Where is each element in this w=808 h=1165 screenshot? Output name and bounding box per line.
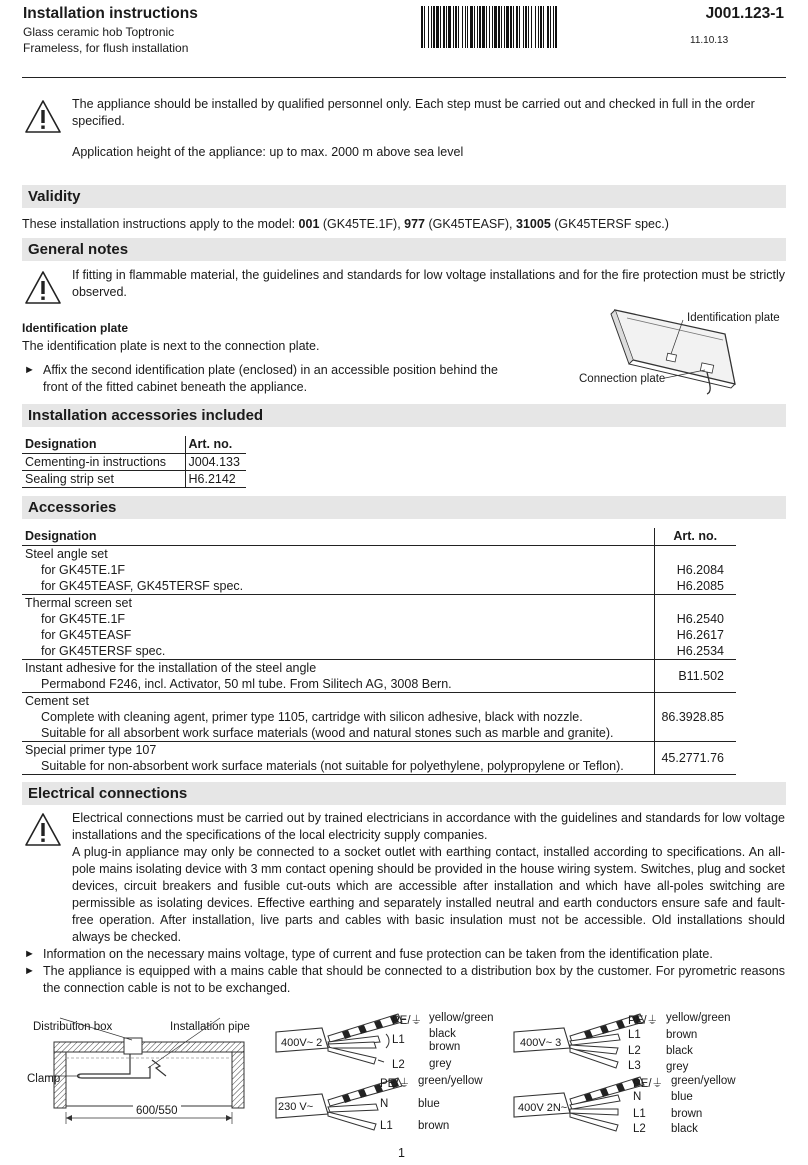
diagram-label-distribution-box: Distribution box — [33, 1021, 113, 1033]
row-title: Instant adhesive for the installation of the steel angle — [25, 660, 317, 675]
conductor-color: blue — [671, 1091, 693, 1103]
conductor-color: brown — [418, 1120, 450, 1132]
row-variant: for GK45TEASF — [41, 627, 132, 642]
diagram-label-installation-pipe: Installation pipe — [170, 1021, 250, 1033]
identification-plate-text: The identification plate is next to the connection plate. — [22, 339, 320, 353]
table-header-row — [22, 436, 246, 453]
row-variant: for GK45TE.1F — [41, 611, 126, 626]
conductor-label: L3 — [628, 1060, 641, 1072]
conductor-label: L1 — [380, 1120, 393, 1132]
connection-voltage-label: 400V~ 3 — [520, 1037, 562, 1049]
column-header-designation: Designation — [22, 528, 654, 545]
electrician-warning: Electrical connections must be carried out by trained electricians in accordance with the guidelines and standards for low voltage installations and the specifications of the local electricity supply companies. — [72, 811, 785, 842]
cell-art-no: H6.2534 — [676, 643, 724, 658]
row-variant: for GK45TEASF, GK45TERSF spec. — [41, 578, 244, 593]
row-variant: for GK45TERSF spec. — [41, 643, 166, 658]
row-title: Special primer type 107 — [25, 742, 157, 757]
cell-art-no: B11.502 — [654, 659, 736, 692]
earthing-requirements: A plug-in appliance may only be connected to a socket outlet with earthing contact, installed according to specifications. An all-pole mains isolating device with 3 mm contact opening should be provided in the house wiring system. Switches, plug and socket devices, circuit breakers and fusible cut-outs which are accessible after installation and which have all-poles switching are permissible as isolating devices. Effective earthing and separately installed neutral and earth conductors ensure safe and fault-free operation. After installation, live parts and cables with basic insulation must not be accessible. Old installations should always be checked. — [72, 845, 785, 944]
affix-instruction: Affix the second identification plate (enclosed) in an accessible position behind the front of the fitted cabinet beneath the appliance. — [43, 363, 498, 394]
table-row — [22, 659, 736, 692]
header-divider — [22, 77, 786, 78]
cell-art-no: 45.2771.76 — [654, 741, 736, 774]
section-included-accessories-heading: Installation accessories included — [22, 404, 786, 427]
section-electrical-connections-heading: Electrical connections — [22, 782, 786, 805]
conductor-label: PE/ — [633, 1078, 652, 1090]
section-accessories-heading: Accessories — [22, 496, 786, 519]
barcode — [421, 6, 676, 48]
cell-art-no: H6.2540 — [676, 611, 724, 626]
document-date: 11.10.13 — [690, 35, 729, 46]
cell-designation: Sealing strip set — [22, 470, 185, 487]
application-height-note: Application height of the appliance: up to max. 2000 m above sea level — [72, 145, 464, 159]
cell-art-no: 86.3928.85 — [654, 692, 736, 741]
row-variant: Suitable for non-absorbent work surface materials (not suitable for polyethylene, polypropylene or Teflon). — [41, 758, 624, 773]
column-header-designation: Designation — [22, 436, 185, 453]
conductor-label: PE/ — [380, 1078, 399, 1090]
section-general-notes-heading: General notes — [22, 238, 786, 261]
row-variant: for GK45TE.1F — [41, 562, 126, 577]
cell-designation: Cementing-in instructions — [22, 453, 185, 470]
conductor-color: yellow/green — [429, 1012, 494, 1024]
document-subtitle-2: Frameless, for flush installation — [23, 41, 189, 55]
table-row — [22, 692, 736, 741]
mains-cable-info: The appliance is equipped with a mains cable that should be connected to a distribution box by the customer. For pyrometric reasons the connection cable is not to be exchanged. — [43, 964, 785, 995]
row-variant: Permabond F246, incl. Activator, 50 ml tube. From Silitech AG, 3008 Bern. — [41, 676, 452, 691]
bullet-arrow-icon: ► — [24, 948, 35, 960]
identification-plate-heading: Identification plate — [22, 321, 129, 335]
connection-voltage-label: 400V 2N~ — [518, 1102, 568, 1114]
row-variant: Suitable for all absorbent work surface materials (wood and natural stones such as marble and granite). — [41, 725, 614, 740]
document-title: Installation instructions — [23, 5, 198, 22]
bullet-arrow-icon: ► — [24, 965, 35, 977]
column-header-art-no: Art. no. — [654, 528, 736, 545]
conductor-label: N — [380, 1098, 389, 1110]
table-header-row — [22, 528, 736, 545]
connection-voltage-label: 400V~ 2 — [281, 1037, 323, 1049]
conductor-color: green/yellow — [418, 1075, 483, 1087]
validity-text: These installation instructions apply to the model: 001 (GK45TE.1F), 977 (GK45TEASF), 31005 (GK45TERSF spec.) — [22, 217, 669, 231]
warning-icon — [24, 99, 62, 135]
table-row — [22, 545, 736, 594]
conductor-label: PE/ — [392, 1015, 411, 1027]
section-validity-heading: Validity — [22, 185, 786, 208]
conductor-label: N — [633, 1091, 642, 1103]
table-row — [22, 470, 246, 487]
document-subtitle-1: Glass ceramic hob Toptronic — [23, 25, 175, 39]
row-title: Steel angle set — [25, 546, 108, 561]
connection-voltage-label: 230 V~ — [278, 1101, 314, 1113]
figure-label-identification-plate: Identification plate — [687, 312, 780, 324]
conductor-label: L2 — [392, 1059, 405, 1071]
document-number: J001.123-1 — [705, 5, 784, 22]
bullet-arrow-icon: ► — [24, 364, 35, 376]
warning-icon — [24, 812, 62, 848]
cell-art-no: H6.2142 — [185, 470, 246, 487]
mains-voltage-info: Information on the necessary mains voltage, type of current and fuse protection can be taken from the identification plate. — [43, 947, 713, 961]
conductor-label: L1 — [392, 1034, 405, 1046]
conductor-color: grey — [429, 1058, 452, 1070]
column-header-art-no: Art. no. — [185, 436, 246, 453]
conductor-color: grey — [666, 1061, 689, 1073]
fire-protection-warning: If fitting in flammable material, the guidelines and standards for low voltage installations and for the fire protection must be strictly observed. — [72, 268, 785, 299]
figure-label-connection-plate: Connection plate — [579, 373, 666, 385]
cell-art-no: H6.2084 — [676, 562, 724, 577]
conductor-color: yellow/green — [666, 1012, 731, 1024]
conductor-color: black — [671, 1123, 698, 1135]
diagram-label-clamp: Clamp — [27, 1073, 61, 1085]
row-title: Thermal screen set — [25, 595, 132, 610]
page-number: 1 — [398, 1146, 405, 1160]
conductor-color: brown — [666, 1029, 698, 1041]
conductor-color: brown — [671, 1108, 703, 1120]
accessories-table — [22, 528, 736, 775]
table-row — [22, 453, 246, 470]
conductor-color: blue — [418, 1098, 440, 1110]
conductor-color: brown — [429, 1041, 461, 1053]
table-row — [22, 594, 736, 659]
table-row — [22, 741, 736, 774]
cell-art-no: H6.2617 — [676, 627, 724, 642]
conductor-label: L2 — [628, 1045, 641, 1057]
earth-icon: ⏚ — [646, 1015, 659, 1027]
conductor-color: green/yellow — [671, 1075, 736, 1087]
diagram-dimension-width: 600/550 — [133, 1105, 181, 1117]
earth-icon: ⏚ — [410, 1015, 423, 1027]
conductor-label: L1 — [628, 1029, 641, 1041]
installer-warning: The appliance should be installed by qualified personnel only. Each step must be carried out and checked in full in the order specified. — [72, 97, 755, 128]
conductor-color: black — [666, 1045, 693, 1057]
row-variant: Complete with cleaning agent, primer type 1105, cartridge with silicon adhesive, black with nozzle. — [41, 709, 583, 724]
included-accessories-table — [22, 436, 246, 488]
conductor-label: L1 — [633, 1108, 646, 1120]
row-title: Cement set — [25, 693, 89, 708]
warning-icon — [24, 270, 62, 306]
conductor-label: L2 — [633, 1123, 646, 1135]
cell-art-no: J004.133 — [185, 453, 246, 470]
conductor-label: PE/ — [628, 1015, 647, 1027]
earth-icon: ⏚ — [398, 1078, 411, 1090]
cell-art-no: H6.2085 — [676, 578, 724, 593]
earth-icon: ⏚ — [651, 1078, 664, 1090]
conductor-color: black — [429, 1028, 456, 1040]
